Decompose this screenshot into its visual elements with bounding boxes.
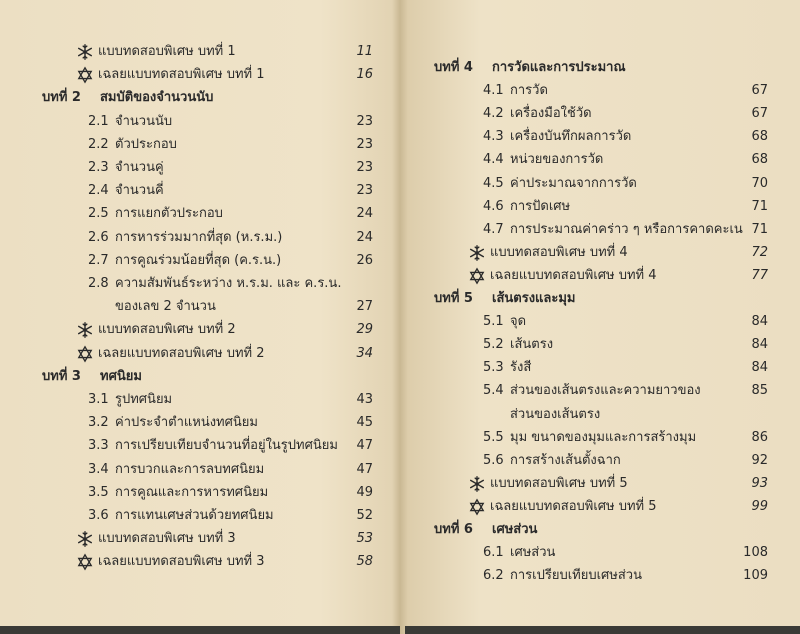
section-number: 3.2 bbox=[88, 415, 109, 431]
chapter-number: บทที่ 6 bbox=[434, 522, 473, 537]
section-title: การวัด bbox=[510, 83, 548, 99]
page-number: 27 bbox=[356, 299, 373, 315]
toc-entry bbox=[0, 412, 400, 434]
chapter-title: เศษส่วน bbox=[492, 522, 538, 537]
snowflake-icon bbox=[76, 43, 94, 61]
section-title: หน่วยของการวัด bbox=[510, 152, 604, 168]
star-of-david-icon bbox=[468, 267, 486, 285]
toc-entry bbox=[0, 551, 400, 573]
section-number: 4.3 bbox=[483, 129, 504, 145]
page-number: 45 bbox=[356, 415, 373, 431]
page-number: 16 bbox=[356, 67, 373, 83]
page-number: 23 bbox=[356, 183, 373, 199]
toc-entry bbox=[0, 180, 400, 202]
page-number: 68 bbox=[751, 129, 768, 145]
snowflake-icon bbox=[468, 475, 486, 493]
section-title: รังสี bbox=[510, 360, 532, 376]
test-title: เฉลยแบบทดสอบพิเศษ บทที่ 3 bbox=[98, 554, 265, 570]
page-number: 53 bbox=[356, 531, 373, 547]
toc-entry bbox=[0, 203, 400, 225]
toc-entry bbox=[408, 427, 800, 449]
test-title: เฉลยแบบทดสอบพิเศษ บทที่ 5 bbox=[490, 498, 657, 514]
toc-entry bbox=[408, 242, 800, 264]
section-title: การแยกตัวประกอบ bbox=[115, 206, 223, 222]
right-page bbox=[408, 0, 800, 634]
page-number: 47 bbox=[356, 461, 373, 477]
toc-chapter bbox=[0, 87, 400, 109]
section-number: 2.1 bbox=[88, 113, 109, 129]
test-title: เฉลยแบบทดสอบพิเศษ บทที่ 4 bbox=[490, 267, 657, 283]
snowflake-icon bbox=[76, 530, 94, 548]
section-title: ค่าประจำตำแหน่งทศนิยม bbox=[115, 415, 258, 431]
section-number: 4.1 bbox=[483, 83, 504, 99]
section-number: 3.6 bbox=[88, 508, 109, 523]
page-number: 24 bbox=[356, 229, 373, 245]
chapter-number: บทที่ 4 bbox=[434, 60, 473, 75]
page-number: 11 bbox=[356, 44, 373, 59]
page-edge-shadow bbox=[405, 626, 800, 634]
star-of-david-icon bbox=[468, 498, 486, 516]
section-number: 5.1 bbox=[483, 314, 504, 330]
page-number: 52 bbox=[356, 508, 373, 523]
page-number: 77 bbox=[751, 267, 768, 283]
toc-entry bbox=[0, 482, 400, 504]
test-title: แบบทดสอบพิเศษ บทที่ 3 bbox=[98, 531, 236, 547]
toc-entry bbox=[408, 334, 800, 356]
section-title: การสร้างเส้นตั้งฉาก bbox=[510, 452, 621, 468]
toc-entry bbox=[408, 103, 800, 125]
page-number: 72 bbox=[751, 244, 768, 260]
toc-entry bbox=[408, 219, 800, 241]
toc-entry bbox=[0, 343, 400, 365]
section-title: การหารร่วมมากที่สุด (ห.ร.ม.) bbox=[115, 229, 283, 245]
section-number: 6.2 bbox=[483, 568, 504, 584]
section-number: 5.5 bbox=[483, 429, 504, 445]
section-title: จำนวนคี่ bbox=[115, 183, 164, 199]
toc-entry bbox=[0, 319, 400, 341]
section-title: การคูณร่วมน้อยที่สุด (ค.ร.น.) bbox=[115, 252, 282, 268]
section-title: จำนวนคู่ bbox=[115, 160, 164, 175]
section-number: 2.4 bbox=[88, 183, 109, 199]
page-number: 85 bbox=[751, 383, 768, 399]
toc-chapter bbox=[408, 288, 800, 310]
chapter-title: การวัดและการประมาณ bbox=[492, 60, 626, 75]
test-title: แบบทดสอบพิเศษ บทที่ 2 bbox=[98, 322, 236, 338]
section-number: 3.4 bbox=[88, 461, 109, 477]
page-edge-shadow bbox=[0, 626, 400, 634]
section-title: จำนวนนับ bbox=[115, 113, 173, 129]
snowflake-icon bbox=[76, 321, 94, 339]
page-number: 67 bbox=[751, 83, 768, 99]
toc-entry bbox=[0, 157, 400, 179]
section-title: การเปรียบเทียบเศษส่วน bbox=[510, 568, 642, 584]
toc-entry bbox=[408, 149, 800, 171]
star-of-david-icon bbox=[76, 345, 94, 363]
chapter-title: เส้นตรงและมุม bbox=[492, 291, 576, 306]
page-number: 49 bbox=[356, 484, 373, 500]
section-title: ค่าประมาณจากการวัด bbox=[510, 175, 637, 191]
page-number: 71 bbox=[751, 221, 768, 237]
chapter-title: สมบัติของจำนวนนับ bbox=[100, 90, 214, 106]
toc-entry bbox=[408, 473, 800, 495]
section-title: รูปทศนิยม bbox=[115, 392, 173, 407]
section-title: ส่วนของเส้นตรงและความยาวของ bbox=[510, 383, 701, 399]
toc-entry bbox=[408, 126, 800, 148]
chapter-title: ทศนิยม bbox=[100, 368, 142, 384]
snowflake-icon bbox=[468, 244, 486, 262]
page-number: 86 bbox=[751, 429, 768, 445]
toc-entry bbox=[0, 250, 400, 272]
section-title: การบวกและการลบทศนิยม bbox=[115, 461, 265, 477]
section-number: 2.8 bbox=[88, 276, 109, 291]
section-number: 2.2 bbox=[88, 136, 109, 152]
toc-chapter bbox=[408, 57, 800, 79]
section-number: 5.4 bbox=[483, 383, 504, 399]
section-title: ตัวประกอบ bbox=[115, 136, 177, 152]
chapter-number: บทที่ 5 bbox=[434, 291, 473, 306]
page-number: 109 bbox=[743, 568, 768, 584]
toc-entry bbox=[0, 41, 400, 63]
section-number: 2.5 bbox=[88, 206, 109, 222]
page-number: 34 bbox=[356, 345, 373, 361]
page-number: 84 bbox=[751, 314, 768, 330]
toc-entry bbox=[408, 173, 800, 195]
section-number: 5.3 bbox=[483, 360, 504, 376]
section-number: 5.2 bbox=[483, 337, 504, 353]
toc-entry bbox=[408, 265, 800, 287]
page-number: 23 bbox=[356, 136, 373, 152]
section-number: 4.7 bbox=[483, 221, 504, 237]
toc-entry bbox=[0, 296, 400, 318]
toc-entry bbox=[0, 64, 400, 86]
test-title: เฉลยแบบทดสอบพิเศษ บทที่ 1 bbox=[98, 67, 265, 83]
test-title: แบบทดสอบพิเศษ บทที่ 5 bbox=[490, 475, 628, 491]
section-title: ความสัมพันธ์ระหว่าง ห.ร.ม. และ ค.ร.น. bbox=[115, 276, 342, 291]
section-number: 4.6 bbox=[483, 198, 504, 214]
section-title: การแทนเศษส่วนด้วยทศนิยม bbox=[115, 508, 274, 523]
section-number: 4.2 bbox=[483, 106, 504, 122]
chapter-number: บทที่ 3 bbox=[42, 368, 81, 384]
page-number: 47 bbox=[356, 438, 373, 454]
section-title: จุด bbox=[510, 314, 527, 330]
section-number: 3.3 bbox=[88, 438, 109, 454]
section-title: เศษส่วน bbox=[510, 545, 556, 561]
toc-entry bbox=[0, 459, 400, 481]
test-title: แบบทดสอบพิเศษ บทที่ 1 bbox=[98, 44, 236, 59]
page-number: 43 bbox=[356, 392, 373, 407]
chapter-number: บทที่ 2 bbox=[42, 90, 81, 106]
page-number: 23 bbox=[356, 113, 373, 129]
section-title: การประมาณค่าคร่าว ๆ หรือการคาดคะเน bbox=[510, 221, 743, 237]
section-title: ของเลข 2 จำนวน bbox=[115, 299, 216, 315]
page-number: 67 bbox=[751, 106, 768, 122]
section-number: 5.6 bbox=[483, 452, 504, 468]
toc-entry bbox=[408, 542, 800, 564]
toc-entry bbox=[0, 528, 400, 550]
section-number: 2.3 bbox=[88, 160, 109, 175]
toc-entry bbox=[408, 565, 800, 587]
toc-entry bbox=[408, 196, 800, 218]
page-number: 84 bbox=[751, 337, 768, 353]
page-number: 23 bbox=[356, 160, 373, 175]
star-of-david-icon bbox=[76, 66, 94, 84]
page-number: 92 bbox=[751, 452, 768, 468]
section-title: เส้นตรง bbox=[510, 337, 554, 353]
section-title: การปัดเศษ bbox=[510, 198, 571, 214]
section-number: 4.4 bbox=[483, 152, 504, 168]
toc-entry bbox=[408, 380, 800, 402]
page-number: 71 bbox=[751, 198, 768, 214]
page-number: 68 bbox=[751, 152, 768, 168]
toc-entry bbox=[0, 389, 400, 411]
section-number: 6.1 bbox=[483, 545, 504, 561]
section-title: การเปรียบเทียบจำนวนที่อยู่ในรูปทศนิยม bbox=[115, 438, 338, 454]
toc-entry bbox=[0, 227, 400, 249]
toc-entry bbox=[0, 273, 400, 295]
section-number: 3.1 bbox=[88, 392, 109, 407]
toc-entry bbox=[0, 505, 400, 527]
section-number: 2.6 bbox=[88, 229, 109, 245]
page-number: 108 bbox=[743, 545, 768, 561]
toc-chapter bbox=[408, 519, 800, 541]
star-of-david-icon bbox=[76, 553, 94, 571]
section-title: ส่วนของเส้นตรง bbox=[510, 406, 601, 422]
page-number: 99 bbox=[751, 498, 768, 514]
section-number: 4.5 bbox=[483, 175, 504, 191]
toc-chapter bbox=[0, 366, 400, 388]
section-title: การคูณและการหารทศนิยม bbox=[115, 484, 269, 500]
toc-entry bbox=[408, 450, 800, 472]
test-title: เฉลยแบบทดสอบพิเศษ บทที่ 2 bbox=[98, 345, 265, 361]
test-title: แบบทดสอบพิเศษ บทที่ 4 bbox=[490, 244, 628, 260]
toc-entry bbox=[408, 496, 800, 518]
toc-entry bbox=[0, 111, 400, 133]
section-title: เครื่องมือใช้วัด bbox=[510, 106, 592, 122]
section-title: เครื่องบันทึกผลการวัด bbox=[510, 129, 632, 145]
section-number: 3.5 bbox=[88, 484, 109, 500]
toc-entry bbox=[0, 435, 400, 457]
toc-entry bbox=[408, 357, 800, 379]
page-number: 24 bbox=[356, 206, 373, 222]
toc-entry bbox=[408, 80, 800, 102]
toc-entry bbox=[0, 134, 400, 156]
toc-entry bbox=[408, 404, 800, 426]
toc-entry bbox=[408, 311, 800, 333]
page-number: 70 bbox=[751, 175, 768, 191]
page-number: 93 bbox=[751, 475, 768, 491]
page-number: 26 bbox=[356, 252, 373, 268]
page-number: 58 bbox=[356, 554, 373, 570]
section-title: มุม ขนาดของมุมและการสร้างมุม bbox=[510, 429, 697, 445]
page-number: 84 bbox=[751, 360, 768, 376]
section-number: 2.7 bbox=[88, 252, 109, 268]
page-number: 29 bbox=[356, 322, 373, 338]
